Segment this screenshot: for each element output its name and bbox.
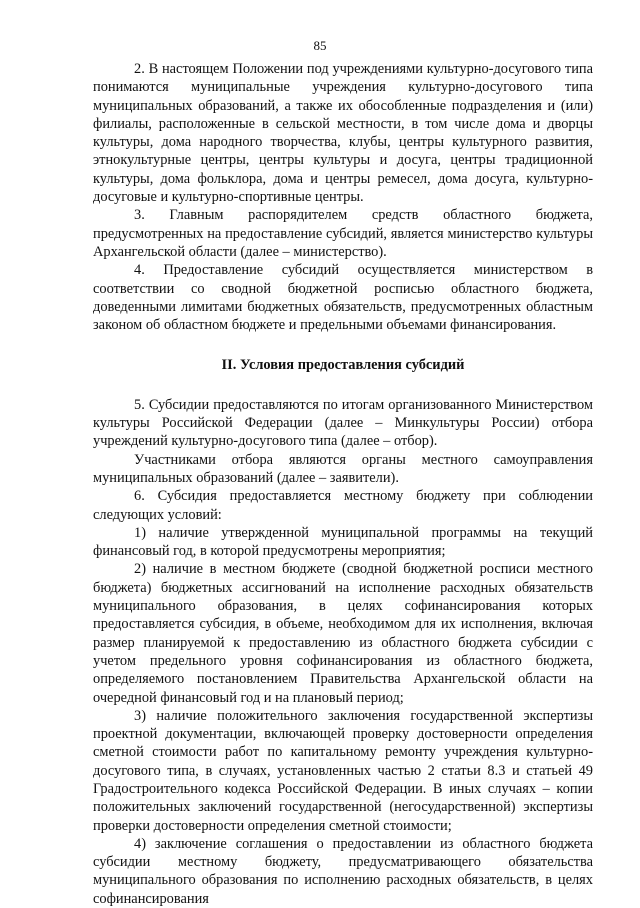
condition-2: 2) наличие в местном бюджете (сводной бюджетной росписи местного бюджета) бюджетных ассигнований на исполнение расходных обязательств муниципального образования, в целях софинансирования которых предоставляется субсидия, в объеме, необходимом для их исполнения, включая размер планируемой к предоставлению из областного бюджета субсидии с учетом предельного уровня софинансирования из областного бюджета, определяемого постановлением Правительства Архангельской области на очередной финансовый год и на плановый период; xyxy=(93,561,593,706)
paragraph-2: 2. В настоящем Положении под учреждениями культурно-досугового типа понимаются муниципальные учреждения культурно-досугового типа муниципальных образований, а также их обособленные подразделения и (или) филиалы, расположенные в сельской местности, в том числе дома и дворцы культуры, дома народного творчества, клубы, центры культурного развития, этнокультурные центры, центры культуры и досуга, центры традиционной культуры, дома фольклора, дома и центры ремесел, дома досуга, культурно-досуговые и культурно-спортивные центры. xyxy=(93,61,593,206)
page-number: 85 xyxy=(313,38,327,53)
paragraph-5: 5. Субсидии предоставляются по итогам организованного Министерством культуры Российской Федерации (далее – Минкультуры России) отбора учреждений культурно-досугового типа (далее – отбор). xyxy=(93,396,593,450)
condition-3: 3) наличие положительного заключения государственной экспертизы проектной документации, включающей проверку достоверности определения сметной стоимости работ по капитальному ремонту учреждения культурно-досугового типа, в случаях, установленных частью 2 статьи 8.3 и статьей 49 Градостроительного кодекса Российской Федерации. В иных случаях – копии положительных заключений государственной (негосударственной) экспертизы проверки достоверности определения сметной стоимости; xyxy=(93,707,593,834)
paragraph-participants: Участниками отбора являются органы местного самоуправления муниципальных образований (далее – заявители). xyxy=(93,451,593,486)
condition-4: 4) заключение соглашения о предоставлении из областного бюджета субсидии местному бюджету, предусматривающего обязательства муниципального образования по исполнению расходных обязательств, в целях софинансирования xyxy=(93,835,593,907)
section-heading: II. Условия предоставления субсидий xyxy=(221,357,465,374)
paragraph-4: 4. Предоставление субсидий осуществляется министерством в соответствии со сводной бюджетной росписью областного бюджета, доведенными лимитами бюджетных обязательств, предусмотренных областным законом об областном бюджете и предельными объемами финансирования. xyxy=(93,262,593,334)
document-body xyxy=(93,60,593,908)
condition-1: 1) наличие утвержденной муниципальной программы на текущий финансовый год, в которой предусмотрены мероприятия; xyxy=(93,524,593,560)
paragraph-6: 6. Субсидия предоставляется местному бюджету при соблюдении следующих условий: xyxy=(93,488,593,523)
paragraph-3: 3. Главным распорядителем средств областного бюджета, предусмотренных на предоставление субсидий, является министерство культуры Архангельской области (далее – министерство). xyxy=(93,207,593,260)
